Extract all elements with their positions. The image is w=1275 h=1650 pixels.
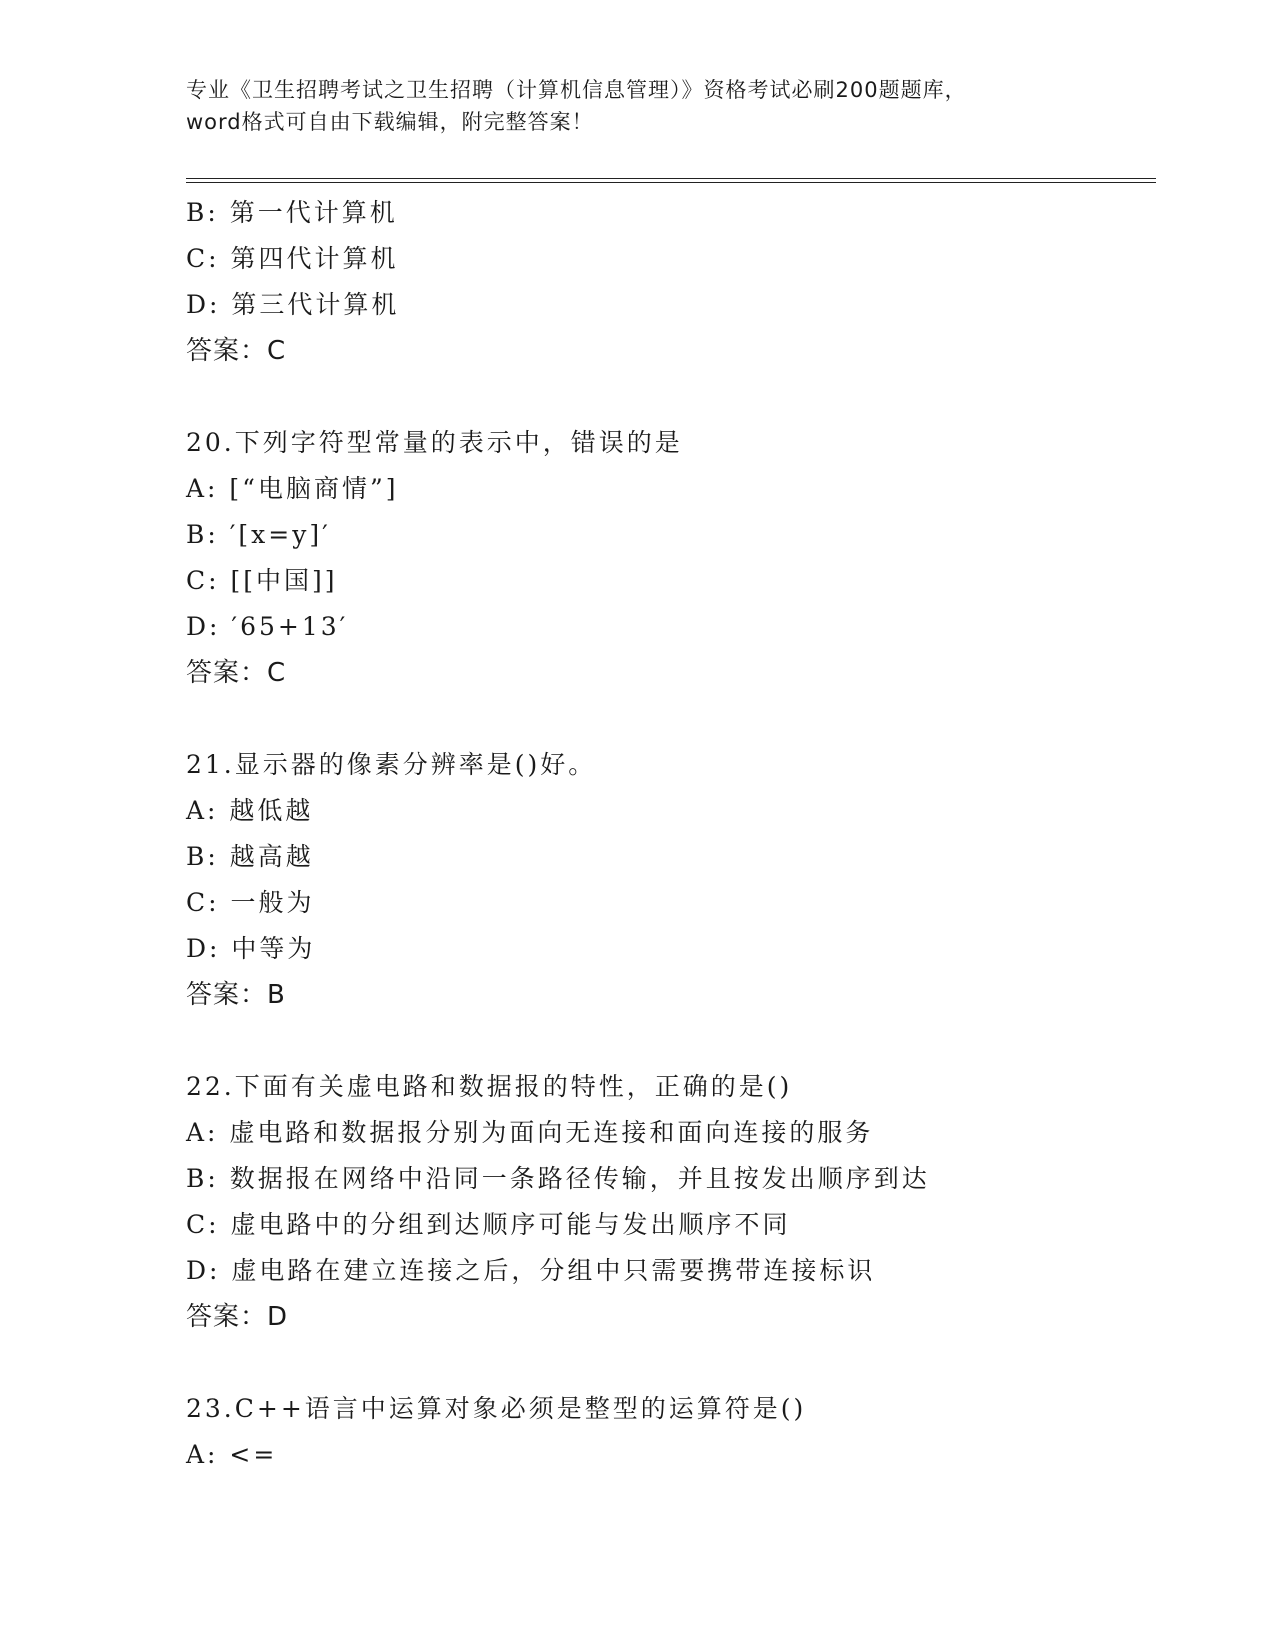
spacer (186, 696, 1146, 742)
answer-line: 答案：B (186, 980, 286, 1010)
question-block-19 (186, 190, 1146, 374)
question-title: 22.下面有关虚电路和数据报的特性，正确的是() (186, 1072, 793, 1101)
question-list (186, 190, 1146, 1478)
option-c: C: [[中国]] (186, 566, 338, 595)
option-a: A: 越低越 (186, 796, 314, 825)
option-a: A: 虚电路和数据报分别为面向无连接和面向连接的服务 (186, 1118, 874, 1147)
option-a: A: [“电脑商情”] (186, 474, 399, 503)
spacer (186, 1018, 1146, 1064)
option-b: B: 第一代计算机 (186, 198, 398, 227)
question-title: 21.显示器的像素分辨率是()好。 (186, 750, 597, 779)
option-d: D: 第三代计算机 (186, 290, 400, 319)
question-title: 23.C++语言中运算对象必须是整型的运算符是() (186, 1394, 807, 1423)
question-block-20 (186, 420, 1146, 696)
option-a: A: <= (186, 1440, 278, 1469)
answer-line: 答案：D (186, 1302, 289, 1332)
option-d: D: 虚电路在建立连接之后，分组中只需要携带连接标识 (186, 1256, 876, 1285)
option-b: B: ′[x=y]′ (186, 520, 331, 549)
option-c: C: 虚电路中的分组到达顺序可能与发出顺序不同 (186, 1210, 791, 1239)
header-line-2: word格式可自由下载编辑，附完整答案！ (186, 110, 594, 134)
header-line-1: 专业《卫生招聘考试之卫生招聘（计算机信息管理）》资格考试必刷200题题库， (186, 78, 967, 102)
question-block-22 (186, 1064, 1146, 1340)
header-divider (186, 178, 1156, 183)
option-d: D: ′65+13′ (186, 612, 349, 641)
document-header (186, 74, 1086, 138)
option-b: B: 越高越 (186, 842, 314, 871)
answer-line: 答案：C (186, 336, 287, 366)
spacer (186, 374, 1146, 420)
option-d: D: 中等为 (186, 934, 316, 963)
question-block-21 (186, 742, 1146, 1018)
option-c: C: 一般为 (186, 888, 315, 917)
option-b: B: 数据报在网络中沿同一条路径传输，并且按发出顺序到达 (186, 1164, 930, 1193)
question-title: 20.下列字符型常量的表示中，错误的是 (186, 428, 683, 457)
option-c: C: 第四代计算机 (186, 244, 399, 273)
question-block-23 (186, 1386, 1146, 1478)
answer-line: 答案：C (186, 658, 287, 688)
spacer (186, 1340, 1146, 1386)
